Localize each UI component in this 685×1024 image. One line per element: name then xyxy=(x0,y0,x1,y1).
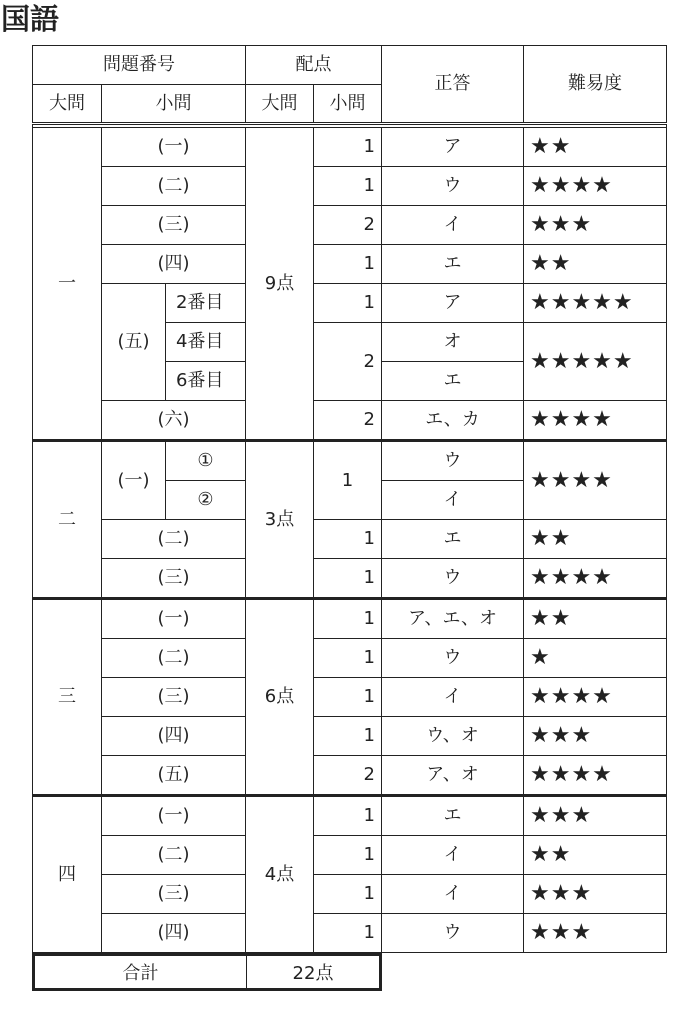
shoumon-cell: (一) xyxy=(102,441,166,520)
score-cell: 1 xyxy=(314,639,382,678)
difficulty-stars: ★★★★ xyxy=(524,756,667,796)
daimon-cell: 二 xyxy=(33,441,102,599)
table-row xyxy=(33,875,667,914)
difficulty-stars: ★★★ xyxy=(524,206,667,245)
daimon-score-cell: 9点 xyxy=(246,128,314,441)
daimon-score-cell: 6点 xyxy=(246,599,314,796)
answer-cell: エ xyxy=(382,796,524,836)
header-haiten-daimon: 大問 xyxy=(246,85,314,124)
header-haiten: 配点 xyxy=(246,46,382,85)
table-row xyxy=(33,520,667,559)
daimon-score-cell: 4点 xyxy=(246,796,314,953)
header-haiten-shoumon: 小問 xyxy=(314,85,382,124)
header-shoumon: 小問 xyxy=(102,85,246,124)
score-cell: 1 xyxy=(314,717,382,756)
answer-cell: イ xyxy=(382,836,524,875)
difficulty-stars: ★★★★ xyxy=(524,401,667,441)
difficulty-stars: ★★★★ xyxy=(524,441,667,520)
shoumon-cell: (一) xyxy=(102,128,246,167)
score-cell: 2 xyxy=(314,323,382,401)
header-daimon: 大問 xyxy=(33,85,102,124)
daimon-cell: 三 xyxy=(33,599,102,796)
answer-cell: ウ、オ xyxy=(382,717,524,756)
sub-question-cell: ① xyxy=(166,441,246,481)
table-row xyxy=(33,401,667,441)
score-cell: 1 xyxy=(314,914,382,953)
difficulty-stars: ★★★ xyxy=(524,717,667,756)
header-row xyxy=(33,46,667,85)
difficulty-stars: ★★ xyxy=(524,520,667,559)
shoumon-cell: (五) xyxy=(102,284,166,401)
answer-cell: ア、エ、オ xyxy=(382,599,524,639)
shoumon-cell: (四) xyxy=(102,717,246,756)
sub-question-cell: ② xyxy=(166,481,246,520)
difficulty-stars: ★★★★★ xyxy=(524,284,667,323)
answer-cell: ウ xyxy=(382,639,524,678)
answer-cell: ア xyxy=(382,128,524,167)
answer-cell: ウ xyxy=(382,167,524,206)
difficulty-stars: ★★★★ xyxy=(524,678,667,717)
header-mondai-bangou: 問題番号 xyxy=(33,46,246,85)
table-row xyxy=(33,167,667,206)
answer-cell: イ xyxy=(382,875,524,914)
sub-question-cell: 2番目 xyxy=(166,284,246,323)
table-row xyxy=(33,599,667,639)
score-cell: 2 xyxy=(314,206,382,245)
table-row xyxy=(33,559,667,599)
answer-cell: ア xyxy=(382,284,524,323)
daimon-cell: 四 xyxy=(33,796,102,953)
daimon-score-cell: 3点 xyxy=(246,441,314,599)
difficulty-stars: ★★★★ xyxy=(524,167,667,206)
score-cell: 1 xyxy=(314,796,382,836)
answer-cell: ア、オ xyxy=(382,756,524,796)
total-row xyxy=(32,953,382,991)
shoumon-cell: (二) xyxy=(102,836,246,875)
difficulty-stars: ★ xyxy=(524,639,667,678)
header-seitou: 正答 xyxy=(382,46,524,124)
answer-cell: イ xyxy=(382,678,524,717)
table-row xyxy=(33,245,667,284)
total-value: 22点 xyxy=(292,963,334,984)
shoumon-cell: (四) xyxy=(102,245,246,284)
total-label: 合計 xyxy=(35,956,247,988)
answer-cell: イ xyxy=(382,481,524,520)
score-cell: 1 xyxy=(314,599,382,639)
page-title: 国語 xyxy=(1,2,60,36)
shoumon-cell: (二) xyxy=(102,639,246,678)
table-row xyxy=(33,717,667,756)
score-cell: 1 xyxy=(314,520,382,559)
difficulty-stars: ★★ xyxy=(524,128,667,167)
header-nanido: 難易度 xyxy=(524,46,667,124)
score-cell: 1 xyxy=(314,678,382,717)
answer-cell: ウ xyxy=(382,441,524,481)
score-cell: 1 xyxy=(314,284,382,323)
score-cell: 2 xyxy=(314,756,382,796)
shoumon-cell: (一) xyxy=(102,796,246,836)
score-cell: 1 xyxy=(314,441,382,520)
table-row xyxy=(33,128,667,167)
answer-cell: エ、カ xyxy=(382,401,524,441)
table-row xyxy=(33,756,667,796)
answer-cell: オ xyxy=(382,323,524,362)
answer-cell: エ xyxy=(382,362,524,401)
score-cell: 2 xyxy=(314,401,382,441)
score-cell: 1 xyxy=(314,167,382,206)
shoumon-cell: (六) xyxy=(102,401,246,441)
difficulty-stars: ★★★★ xyxy=(524,559,667,599)
table-row xyxy=(33,796,667,836)
answer-cell: イ xyxy=(382,206,524,245)
table-row xyxy=(33,206,667,245)
table-row xyxy=(33,639,667,678)
score-cell: 1 xyxy=(314,245,382,284)
answer-cell: エ xyxy=(382,520,524,559)
score-cell: 1 xyxy=(314,559,382,599)
score-cell: 1 xyxy=(314,875,382,914)
difficulty-stars: ★★★★★ xyxy=(524,323,667,401)
shoumon-cell: (一) xyxy=(102,599,246,639)
answer-cell: ウ xyxy=(382,914,524,953)
shoumon-cell: (三) xyxy=(102,559,246,599)
table-row xyxy=(33,914,667,953)
table-row xyxy=(33,836,667,875)
daimon-cell: 一 xyxy=(33,128,102,441)
table-row xyxy=(33,284,667,323)
answer-cell: ウ xyxy=(382,559,524,599)
shoumon-cell: (三) xyxy=(102,678,246,717)
difficulty-stars: ★★★ xyxy=(524,875,667,914)
difficulty-stars: ★★ xyxy=(524,245,667,284)
score-cell: 1 xyxy=(314,128,382,167)
table-row xyxy=(33,678,667,717)
difficulty-stars: ★★ xyxy=(524,836,667,875)
answer-cell: エ xyxy=(382,245,524,284)
difficulty-stars: ★★ xyxy=(524,599,667,639)
shoumon-cell: (二) xyxy=(102,520,246,559)
shoumon-cell: (三) xyxy=(102,875,246,914)
shoumon-cell: (四) xyxy=(102,914,246,953)
sub-question-cell: 6番目 xyxy=(166,362,246,401)
difficulty-stars: ★★★ xyxy=(524,796,667,836)
shoumon-cell: (三) xyxy=(102,206,246,245)
sub-question-cell: 4番目 xyxy=(166,323,246,362)
shoumon-cell: (五) xyxy=(102,756,246,796)
score-cell: 1 xyxy=(314,836,382,875)
difficulty-stars: ★★★ xyxy=(524,914,667,953)
answer-table xyxy=(32,45,667,953)
table-row xyxy=(33,441,667,481)
shoumon-cell: (二) xyxy=(102,167,246,206)
